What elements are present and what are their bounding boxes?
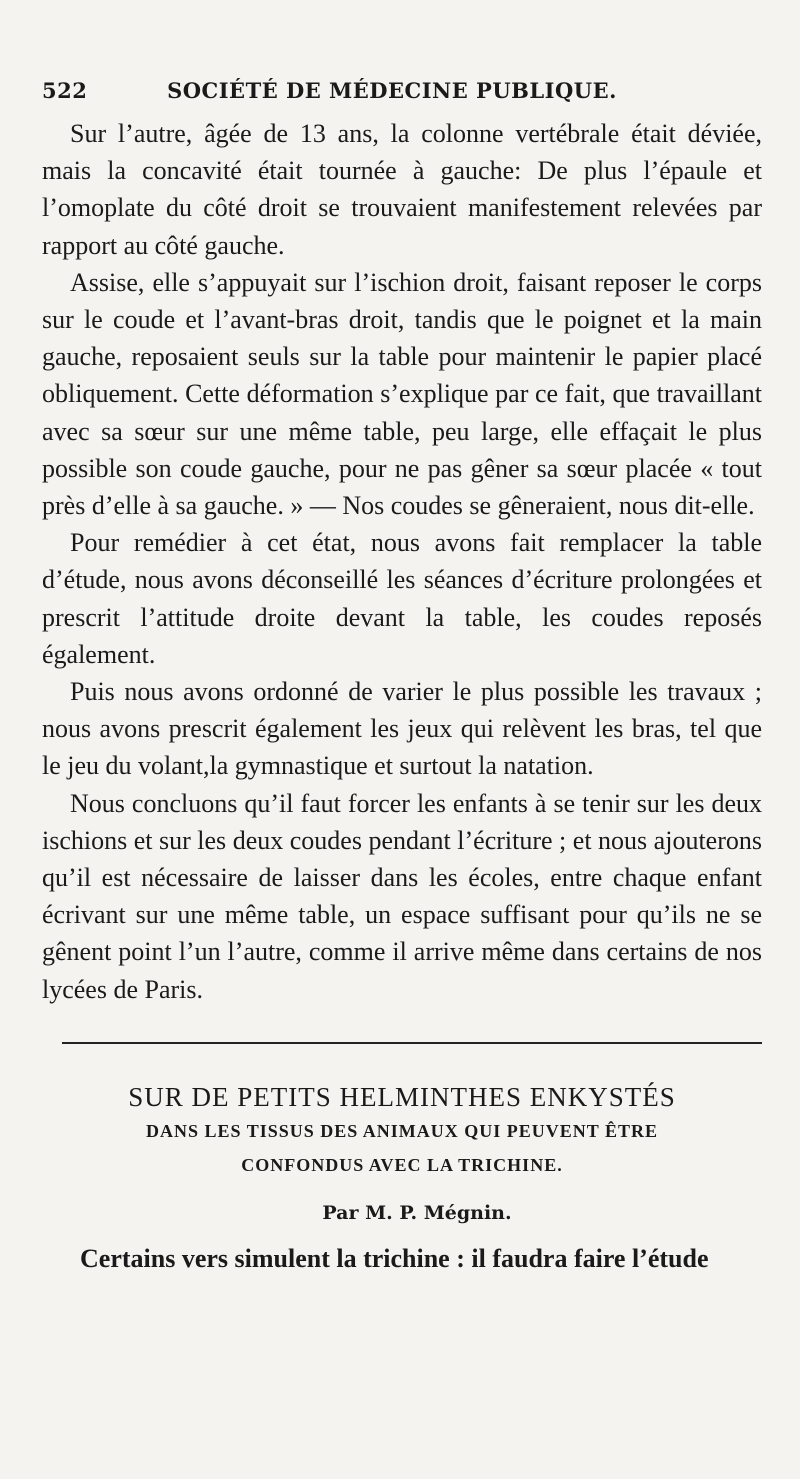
body-text bbox=[42, 115, 762, 1008]
article-author: Par M. P. Mégnin. bbox=[322, 1201, 512, 1224]
section-divider bbox=[62, 1042, 762, 1044]
paragraph-4: Puis nous avons ordonné de varier le plus possible les travaux ; nous avons prescrit également les jeux qui relèvent les bras, tel que le jeu du volant,la gymnastique et surtout la natation. bbox=[42, 677, 762, 781]
article-title bbox=[42, 1080, 762, 1182]
running-title: SOCIÉTÉ DE MÉDECINE PUBLIQUE. bbox=[167, 78, 617, 103]
page-number: 522 bbox=[42, 78, 88, 103]
article-title-main: SUR DE PETITS HELMINTHES ENKYSTÉS bbox=[128, 1081, 676, 1112]
article-first-line: Certains vers simulent la trichine : il faudra faire l’étude bbox=[80, 1243, 709, 1273]
paragraph-5: Nous concluons qu’il faut forcer les enfants à se tenir sur les deux ischions et sur les deux coudes pendant l’écriture ; et nous ajouterons qu’il est nécessaire de laisser dans les écoles, entre chaque enfant écrivant sur une même table, un espace suffisant pour qu’ils ne se gênent point l’un l’autre, comme il arrive même dans certains de nos lycées de Paris. bbox=[42, 788, 762, 1004]
paragraph-2: Assise, elle s’appuyait sur l’ischion droit, faisant reposer le corps sur le coude et l’avant-bras droit, tandis que le poignet et la main gauche, reposaient seuls sur la table pour maintenir le papier placé obliquement. Cette déformation s’explique par ce fait, que travaillant avec sa sœur sur une même table, peu large, elle effaçait le plus possible son coude gauche, pour ne pas gêner sa sœur placée « tout près d’elle à sa gauche. » — Nos coudes se gêneraient, nous dit-elle. bbox=[42, 267, 762, 521]
document-page bbox=[42, 78, 762, 1277]
paragraph-3: Pour remédier à cet état, nous avons fait remplacer la table d’étude, nous avons déconseillé les séances d’écriture prolongées et prescrit l’attitude droite devant la table, les coudes reposés également. bbox=[42, 528, 762, 669]
paragraph-1: Sur l’autre, âgée de 13 ans, la colonne vertébrale était déviée, mais la concavité était tournée à gauche: De plus l’épaule et l’omoplate du côté droit se trouvaient manifestement relevées par rapport au côté gauche. bbox=[42, 119, 762, 260]
article-title-sub-1: DANS LES TISSUS DES ANIMAUX QUI PEUVENT ÊTRE bbox=[146, 1120, 658, 1141]
article-title-sub-2: CONFONDUS AVEC LA TRICHINE. bbox=[241, 1154, 563, 1175]
running-head bbox=[42, 78, 762, 103]
